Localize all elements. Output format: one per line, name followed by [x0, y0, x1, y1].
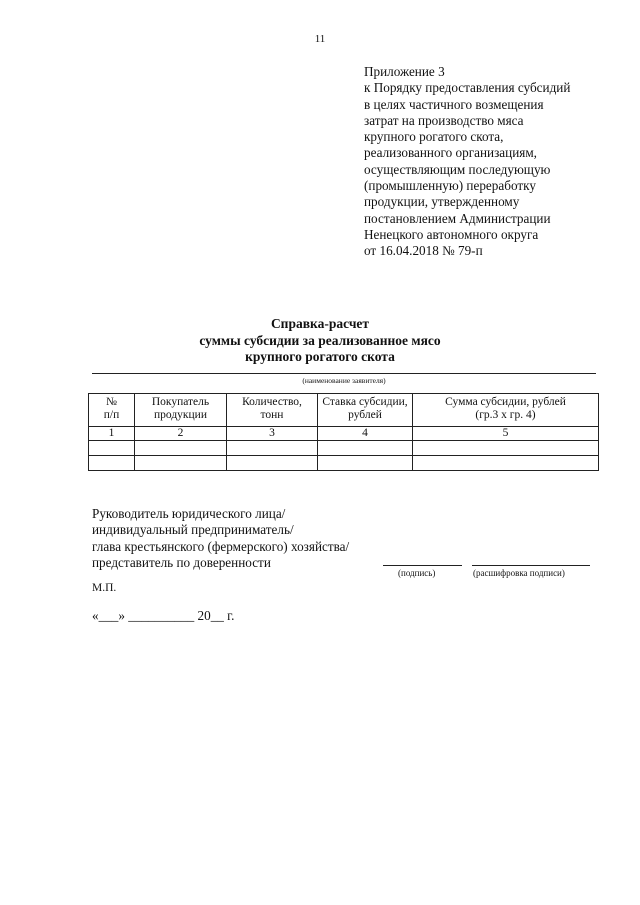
signatory-line: Руководитель юридического лица/ — [92, 506, 286, 521]
header-rate: Ставка субсидии, рублей — [318, 394, 413, 427]
table-row — [89, 427, 599, 441]
appendix-line: реализованного организациям, — [364, 145, 537, 161]
title-line-2: суммы субсидии за реализованное мясо — [199, 332, 441, 348]
subsidy-table — [88, 393, 599, 471]
appendix-line: к Порядку предоставления субсидий — [364, 80, 571, 96]
appendix-line: крупного рогатого скота, — [364, 129, 504, 145]
signatory-line: глава крестьянского (фермерского) хозяйства/ — [92, 538, 350, 554]
appendix-line: от 16.04.2018 № 79-п — [364, 243, 483, 259]
document-title — [0, 316, 640, 366]
table-cell — [135, 441, 227, 456]
column-number-cell: 3 — [227, 427, 318, 441]
table-cell — [135, 456, 227, 471]
table-cell — [413, 456, 599, 471]
appendix-line: постановлением Администрации — [364, 210, 551, 226]
table-cell — [318, 441, 413, 456]
appendix-line: (промышленную) переработку — [364, 178, 536, 194]
table-cell — [318, 456, 413, 471]
table-header-row — [89, 394, 599, 427]
header-quantity: Количество, тонн — [227, 394, 318, 427]
appendix-header — [364, 64, 604, 260]
applicant-caption: (наименование заявителя) — [302, 376, 386, 385]
signatory-line: представитель по доверенности — [92, 554, 271, 570]
signatory-line: индивидуальный предприниматель/ — [92, 522, 294, 538]
signature-line — [383, 565, 462, 566]
title-line-1: Справка-расчет — [270, 316, 370, 331]
appendix-line: затрат на производство мяса — [364, 112, 524, 128]
appendix-line: продукции, утвержденному — [364, 194, 520, 210]
header-amount: Сумма субсидии, рублей (гр.3 х гр. 4) — [413, 394, 599, 427]
signature-decode-caption: (расшифровка подписи) — [473, 568, 565, 578]
signature-decode-line — [472, 565, 590, 566]
column-number-cell: 5 — [413, 427, 599, 441]
table-cell — [227, 456, 318, 471]
column-number-cell: 2 — [135, 427, 227, 441]
column-number-cell: 1 — [89, 427, 135, 441]
table-cell — [413, 441, 599, 456]
table-cell — [89, 456, 135, 471]
appendix-line: в целях частичного возмещения — [364, 96, 544, 112]
column-number-cell: 4 — [318, 427, 413, 441]
table-row — [89, 441, 599, 456]
signature-caption: (подпись) — [398, 568, 436, 578]
page-number: 11 — [314, 33, 326, 45]
header-buyer: Покупатель продукции — [135, 394, 227, 427]
applicant-name-line — [92, 373, 596, 374]
title-line-3: крупного рогатого скота — [245, 349, 395, 364]
date-line: «___» __________ 20__ г. — [92, 608, 235, 623]
appendix-line: Приложение 3 — [364, 64, 445, 79]
table-row — [89, 456, 599, 471]
table-cell — [227, 441, 318, 456]
stamp-place: М.П. — [92, 582, 117, 594]
appendix-line: осуществляющим последующую — [364, 161, 551, 177]
appendix-line: Ненецкого автономного округа — [364, 226, 539, 242]
header-number: № п/п — [89, 394, 135, 427]
table-cell — [89, 441, 135, 456]
signatory-block — [92, 506, 349, 571]
